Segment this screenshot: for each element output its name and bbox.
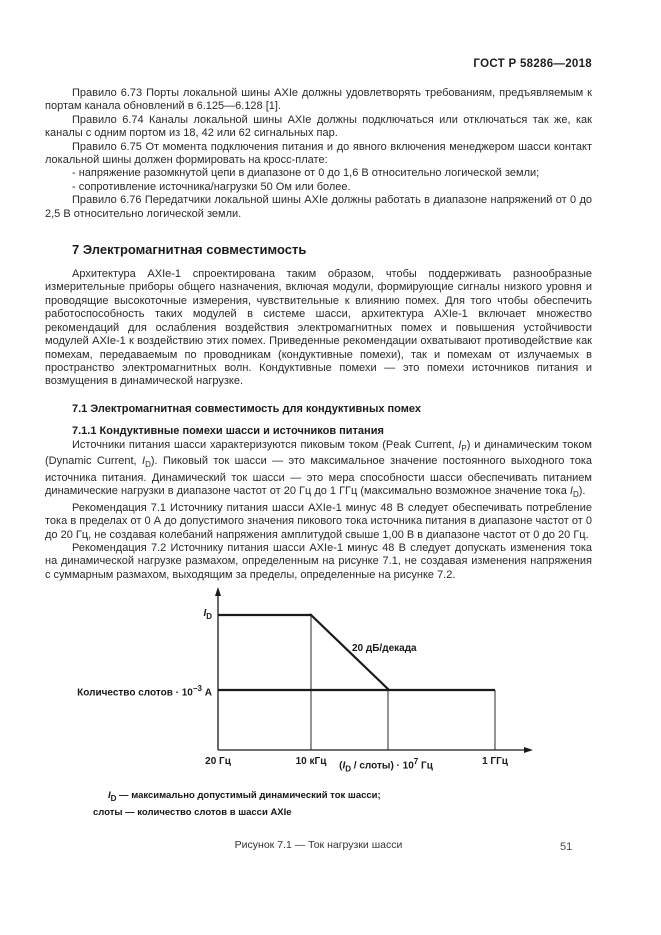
section-7-intro: Архитектура AXIe-1 спроектирована таким образом, чтобы поддерживать разнообразные измерительные приборы общего назначения, включая модули, формирующие сигналы низкого уровня и проводящие высокоточные измерения, чувствительные к влиянию помех. Для того чтобы обеспечить работоспособность таких модулей в системе шасси, архитектура AXIe-1 включает множество рекомендаций для ослабления воздействия электромагнитных помех и повышения устойчивости модулей AXIe-1 к воздействию этих помех. Приведенные рекомендации охватывают противодействие как помехам, передаваемым по проводникам (кондуктивные помехи), так и помехам от излучаемых в пространство электромагнитных волн. Кондуктивные помехи — это помехи источников питания и возмущения в динамической нагрузке. — [45, 268, 592, 388]
figure-7-1-legend — [45, 789, 592, 820]
y-bottom-level-label: Количество слотов · $10^{-3}$ А — [77, 684, 212, 699]
figure-7-1-caption: Рисунок 7.1 — Ток нагрузки шасси — [234, 839, 403, 852]
section-7-title: 7 Электромагнитная совместимость — [72, 242, 307, 258]
section-7-1-title: 7.1 Электромагнитная совместимость для кондуктивных помех — [72, 402, 421, 415]
legend-id-definition: $I_D$ — максимально допустимый динамический ток шасси; — [108, 790, 381, 804]
recommendation-7-2: Рекомендация 7.2 Источнику питания шасси AXIe-1 минус 48 В следует допускать изменения тока на динамической нагрузке размахом, определенным на рисунке 7.1, не создавая изменения напряжения с суммарным размахом, выходящим за пределы, определенные на рисунке 7.2. — [45, 541, 592, 581]
recommendation-7-1: Рекомендация 7.1 Источнику питания шасси AXIe-1 минус 48 В следует обеспечивать потребление тока в пределах от 0 А до допустимого значения пикового тока источника питания в диапазоне частот от 0 до 20 Гц, не создавая колебаний напряжения амплитудой свыше 1,00 В в диапазоне частот от 0 до 20 Гц. — [45, 501, 592, 541]
x-tick-1ghz: 1 ГГц — [482, 756, 508, 768]
body-text — [45, 87, 592, 851]
page-content — [45, 58, 592, 851]
figure-7-1-chart — [45, 587, 592, 777]
y-axis-arrow-icon — [215, 587, 221, 596]
page-number: 51 — [560, 841, 573, 853]
rule-6-75-item-voltage: - напряжение разомкнутой цепи в диапазоне от 0 до 1,6 В относительно логической земли; — [72, 167, 540, 180]
section-7-1-1-title: 7.1.1 Кондуктивные помехи шасси и источников питания — [72, 425, 384, 438]
section-7-1-1-intro: Источники питания шасси характеризуются пиковым током (Peak Current, $I_P$) и динамическим током (Dynamic Current, $I_D$). Пиковый ток шасси — это максимальное значение постоянного выходного тока источника питания. Динамический ток шасси — это мера способности шасси обеспечивать питанием динамические нагрузки в диапазоне частот от 20 Гц до 1 ГГц (максимально возможное значение тока $I_D$). — [45, 438, 593, 500]
doc-code-header: ГОСТ Р 58286—2018 — [473, 58, 592, 70]
figure-7-1 — [45, 587, 592, 777]
x-axis-arrow-icon — [524, 747, 533, 753]
rule-6-75: Правило 6.75 От момента подключения питания и до явного включения менеджером шасси контакт локальной шины должен формировать на кросс-плате: — [45, 140, 592, 167]
x-tick-20hz: 20 Гц — [205, 756, 231, 768]
legend-slots-definition: слоты — количество слотов в шасси AXIe — [93, 807, 292, 819]
rule-6-75-item-resistance: - сопротивление источника/нагрузки 50 Ом или более. — [72, 180, 351, 193]
rule-6-74: Правило 6.74 Каналы локальной шины AXIe должны подключаться или отключаться так же, как каналы с одним портом из 18, 42 или 62 сигнальных пар. — [45, 113, 592, 140]
slope-annotation: 20 дБ/декада — [352, 643, 417, 655]
rule-6-73: Правило 6.73 Порты локальной шины AXIe должны удовлетворять требованиям, предъявляемым к портам канала обновлений в 6.125—6.128 [1]. — [45, 87, 592, 113]
y-top-level-label: $I_D$ — [203, 608, 212, 622]
x-tick-10khz: 10 кГц — [295, 756, 327, 768]
x-tick-breakpoint: ($I_D$ / слоты) · $10^7$ Гц — [339, 757, 433, 774]
rule-6-76: Правило 6.76 Передатчики локальной шины AXIe должны работать в диапазоне напряжений от 0 до 2,5 В относительно логической земли. — [45, 194, 592, 220]
